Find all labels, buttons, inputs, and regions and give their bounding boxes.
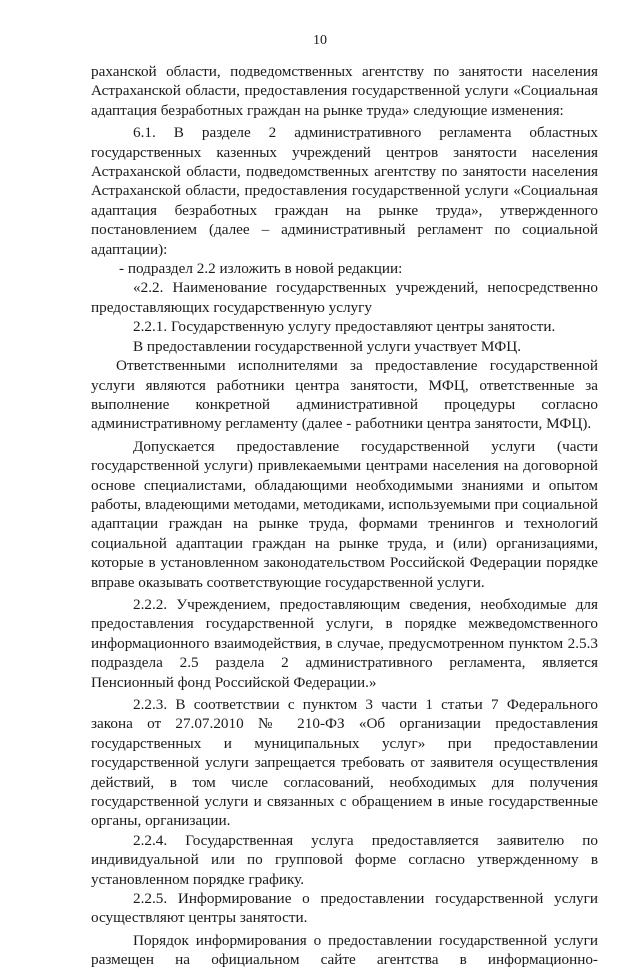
paragraph-information-procedure: Порядок информирования о предоставлении государственной услуги размещен на официальном сайте агентства в информационно- <box>91 931 598 969</box>
page-number: 10 <box>313 33 327 48</box>
paragraph-continuation: раханской области, подведомственных агентству по занятости населения Астраханской области, предоставления государственной услуги «Социальная адаптация безработных граждан на рынке труда» следующие изменения: <box>91 63 598 119</box>
paragraph-2-2-3: 2.2.3. В соответствии с пунктом 3 части 1 статьи 7 Федерального закона от 27.07.2010 № 210-ФЗ «Об организации предоставления государственных и муниципальных услуг» при предоставлении государственной услуги запрещается требовать от заявителя осуществления действий, в том числе согласований, необходимых для получения государственной услуги и связанных с обращением в иные государственные органы, организации. <box>91 696 598 830</box>
paragraph-responsible-executors: Ответственными исполнителями за предоставление государственной услуги являются работники центра занятости, МФЦ, ответственные за выполнение конкретной административной процедуры согласно административному регламенту (далее - работники центра занятости, МФЦ). <box>91 357 598 433</box>
document-body <box>91 62 598 970</box>
paragraph-6-1: 6.1. В разделе 2 административного регламента областных государственных казенных учреждений центров занятости населения Астраханской области, подведомственных агентству по занятости населения Астраханской области, предоставления государственной услуги «Социальная адаптация безработных граждан на рынке труда», утвержденного постановлением (далее – административный регламент по социальной адаптации): <box>91 124 598 258</box>
paragraph-mfc-participation: В предоставлении государственной услуги участвует МФЦ. <box>133 337 521 355</box>
paragraph-2-2-1: 2.2.1. Государственную услугу предоставляют центры занятости. <box>133 318 556 336</box>
paragraph-2-2-5: 2.2.5. Информирование о предоставлении государственной услуги осуществляют центры занятости. <box>91 890 598 927</box>
paragraph-permitted-provision: Допускается предоставление государственной услуги (части государственной услуги) привлекаемыми центрами населения на договорной основе специалистами, обладающими необходимыми знаниями и опытом работы, владеющими методами, методиками, используемыми при социальной адаптации граждан на рынке труда, формами тренингов и технологий социальной адаптации граждан на рынке труда, и (или) организациями, которые в установленном законодательством Российской Федерации порядке вправе оказывать соответствующие государственной услуги. <box>91 437 598 591</box>
paragraph-2-2-heading: «2.2. Наименование государственных учреждений, непосредственно предоставляющих государственную услугу <box>91 279 598 316</box>
paragraph-2-2-4: 2.2.4. Государственная услуга предоставляется заявителю по индивидуальной или по групповой форме согласно утвержденному в установленном порядке графику. <box>91 831 598 888</box>
paragraph-2-2-2: 2.2.2. Учреждением, предоставляющим сведения, необходимые для предоставления государственной услуги, в порядке межведомственного информационного взаимодействия, в случае, предусмотренном пунктом 2.5.3 подраздела 2.5 раздела 2 административного регламента, является Пенсионный фонд Российской Федерации.» <box>91 595 598 691</box>
paragraph-subsection-instruction: - подраздел 2.2 изложить в новой редакции: <box>119 260 403 278</box>
